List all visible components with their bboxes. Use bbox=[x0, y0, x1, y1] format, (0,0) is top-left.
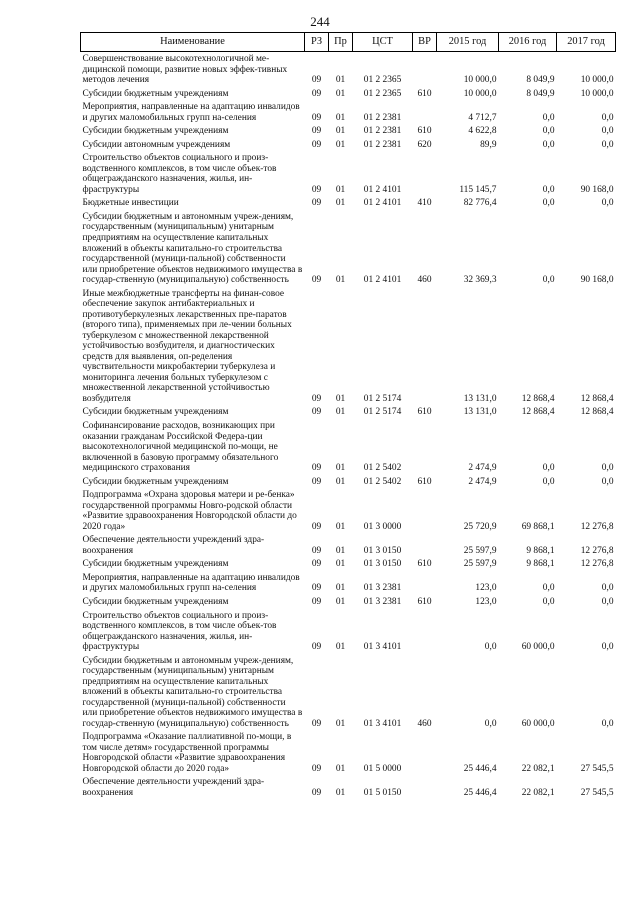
cell-name: Подпрограмма «Оказание паллиативной по-мощи, в том числе детям» государственной программы Новгородской области «Развитие здравоохранения Новгородской области до 2020 года» bbox=[82, 732, 292, 774]
budget-table bbox=[80, 32, 616, 800]
cell-2017: 12 276,8 bbox=[580, 521, 614, 532]
column-header-cst: ЦСТ bbox=[353, 33, 413, 52]
cell-2016: 0,0 bbox=[542, 139, 555, 150]
cell-2015: 13 131,0 bbox=[463, 393, 497, 404]
cell-name: Бюджетные инвестиции bbox=[82, 198, 179, 209]
cell-pr: 01 bbox=[335, 275, 346, 286]
cell-name: Обеспечение деятельности учреждений здра-воохранения bbox=[82, 535, 265, 556]
cell-name: Мероприятия, направленные на адаптацию инвалидов и других маломобильных групп на-селения bbox=[82, 572, 300, 594]
column-header-vr: ВР bbox=[413, 33, 437, 52]
cell-2017: 0,0 bbox=[601, 718, 614, 729]
cell-name: Субсидии бюджетным учреждениям bbox=[82, 559, 229, 570]
cell-vr bbox=[413, 100, 437, 124]
cell-cst: 01 2 2365 bbox=[363, 75, 402, 86]
table-row bbox=[81, 571, 616, 595]
cell-pr: 01 bbox=[335, 596, 346, 607]
table-row bbox=[81, 124, 616, 138]
cell-cst: 01 3 0000 bbox=[363, 521, 402, 532]
cell-name: Обеспечение деятельности учреждений здра-воохранения bbox=[82, 777, 265, 798]
cell-name: Строительство объектов социального и произ-водственного комплексов, в том числе объек-тов общегражданского назначения, жилья, ин-фраструктуры bbox=[82, 610, 277, 653]
cell-2016: 8 049,9 bbox=[526, 75, 555, 86]
cell-pr: 01 bbox=[335, 88, 346, 99]
cell-pr: 01 bbox=[335, 393, 346, 404]
cell-cst: 01 2 4101 bbox=[363, 275, 402, 286]
cell-vr: 610 bbox=[417, 407, 432, 418]
table-row bbox=[81, 533, 616, 557]
column-header-2017: 2017 год bbox=[557, 33, 616, 52]
cell-cst: 01 2 5402 bbox=[363, 463, 402, 474]
cell-2015: 10 000,0 bbox=[463, 88, 497, 99]
cell-vr bbox=[413, 730, 437, 775]
cell-cst: 01 5 0150 bbox=[363, 788, 402, 798]
cell-vr: 610 bbox=[417, 476, 432, 487]
cell-2015: 82 776,4 bbox=[463, 198, 497, 209]
cell-vr: 610 bbox=[417, 559, 432, 570]
cell-pr: 01 bbox=[335, 559, 346, 570]
table-header bbox=[81, 33, 616, 52]
cell-2016: 69 868,1 bbox=[521, 521, 555, 532]
cell-2015: 0,0 bbox=[484, 642, 497, 653]
cell-2016: 60 000,0 bbox=[521, 642, 555, 653]
cell-vr bbox=[413, 571, 437, 595]
cell-cst: 01 3 2381 bbox=[363, 583, 402, 594]
cell-2015: 123,0 bbox=[475, 596, 497, 607]
cell-cst: 01 5 0000 bbox=[363, 763, 402, 774]
cell-vr: 460 bbox=[417, 718, 432, 729]
cell-vr: 610 bbox=[417, 596, 432, 607]
cell-2017: 12 868,4 bbox=[580, 407, 614, 418]
cell-2016: 9 868,1 bbox=[526, 559, 555, 570]
cell-rz: 09 bbox=[311, 184, 322, 195]
cell-2015: 25 597,9 bbox=[463, 545, 497, 556]
cell-2015: 4 622,8 bbox=[468, 126, 497, 137]
table-row bbox=[81, 654, 616, 731]
cell-2015: 13 131,0 bbox=[463, 407, 497, 418]
cell-cst: 01 3 0150 bbox=[363, 559, 402, 570]
cell-vr bbox=[413, 609, 437, 654]
table-row bbox=[81, 488, 616, 533]
cell-2015: 0,0 bbox=[484, 718, 497, 729]
table-row bbox=[81, 557, 616, 571]
cell-rz: 09 bbox=[311, 112, 322, 123]
cell-pr: 01 bbox=[335, 763, 346, 774]
column-header-rz: РЗ bbox=[305, 33, 329, 52]
cell-name: Субсидии бюджетным и автономным учреж-дениям, государственным (муниципальным) унитарным предприятиям на осуществление капитальных вложений в объекты капитально-го строительства государственной (муници-пальной) собственности или приобретение объектов недвижимого имущества в государ-ственную (муниципальную) собственность bbox=[82, 655, 303, 729]
cell-cst: 01 3 4101 bbox=[363, 642, 402, 653]
cell-2016: 22 082,1 bbox=[521, 763, 555, 774]
table-row bbox=[81, 419, 616, 475]
cell-pr: 01 bbox=[335, 718, 346, 729]
cell-rz: 09 bbox=[311, 139, 322, 150]
cell-2017: 90 168,0 bbox=[580, 275, 614, 286]
cell-rz: 09 bbox=[311, 642, 322, 653]
cell-name: Субсидии бюджетным учреждениям bbox=[82, 407, 229, 418]
cell-rz: 09 bbox=[311, 521, 322, 532]
cell-rz: 09 bbox=[311, 126, 322, 137]
cell-2015: 115 145,7 bbox=[459, 184, 497, 195]
cell-2016: 8 049,9 bbox=[526, 88, 555, 99]
cell-name: Субсидии автономным учреждениям bbox=[82, 139, 231, 150]
cell-pr: 01 bbox=[335, 75, 346, 86]
table-row bbox=[81, 138, 616, 152]
cell-2017: 0,0 bbox=[601, 596, 614, 607]
cell-name: Подпрограмма «Охрана здоровья матери и ре-бенка» государственной программы Новго-родской области «Развитие здравоохранения Новгородской области до 2020 года» bbox=[82, 490, 297, 532]
cell-cst: 01 2 5174 bbox=[363, 393, 402, 404]
cell-cst: 01 3 4101 bbox=[363, 718, 402, 729]
cell-rz: 09 bbox=[311, 88, 322, 99]
cell-2017: 0,0 bbox=[601, 583, 614, 594]
cell-rz: 09 bbox=[311, 583, 322, 594]
cell-rz: 09 bbox=[311, 788, 322, 798]
cell-2015: 2 474,9 bbox=[468, 476, 497, 487]
cell-vr: 620 bbox=[417, 139, 432, 150]
cell-2017: 0,0 bbox=[601, 198, 614, 209]
table-row bbox=[81, 730, 616, 775]
cell-2016: 9 868,1 bbox=[526, 545, 555, 556]
cell-cst: 01 2 2365 bbox=[363, 88, 402, 99]
cell-2016: 22 082,1 bbox=[521, 788, 555, 798]
cell-pr: 01 bbox=[335, 198, 346, 209]
cell-pr: 01 bbox=[335, 476, 346, 487]
cell-2017: 0,0 bbox=[601, 642, 614, 653]
cell-2016: 0,0 bbox=[542, 184, 555, 195]
cell-name: Субсидии бюджетным учреждениям bbox=[82, 476, 229, 487]
cell-2017: 0,0 bbox=[601, 126, 614, 137]
cell-name: Субсидии бюджетным и автономным учреж-дениям, государственным (муниципальным) унитарным предприятиям на осуществление капитальных вложений в объекты капитально-го строительства государственной (муници-пальной) собственности или приобретение объектов недвижимого имущества в государ-ственную (муниципальную) собственность bbox=[82, 211, 303, 286]
cell-2017: 27 545,5 bbox=[580, 788, 614, 798]
table-row bbox=[81, 609, 616, 654]
cell-rz: 09 bbox=[311, 596, 322, 607]
table-row bbox=[81, 775, 616, 799]
cell-2016: 0,0 bbox=[542, 198, 555, 209]
cell-pr: 01 bbox=[335, 583, 346, 594]
cell-pr: 01 bbox=[335, 126, 346, 137]
cell-cst: 01 2 2381 bbox=[363, 126, 402, 137]
table-row bbox=[81, 151, 616, 196]
table-body bbox=[81, 52, 616, 800]
cell-2016: 0,0 bbox=[542, 112, 555, 123]
column-header-2016: 2016 год bbox=[499, 33, 557, 52]
column-header-2015: 2015 год bbox=[437, 33, 499, 52]
cell-vr: 610 bbox=[417, 126, 432, 137]
cell-rz: 09 bbox=[311, 718, 322, 729]
cell-2017: 0,0 bbox=[601, 112, 614, 123]
cell-cst: 01 2 5402 bbox=[363, 476, 402, 487]
cell-2016: 0,0 bbox=[542, 476, 555, 487]
cell-vr bbox=[413, 775, 437, 799]
cell-vr bbox=[413, 287, 437, 406]
cell-cst: 01 2 4101 bbox=[363, 184, 402, 195]
cell-2016: 0,0 bbox=[542, 583, 555, 594]
cell-pr: 01 bbox=[335, 463, 346, 474]
cell-2017: 0,0 bbox=[601, 463, 614, 474]
cell-vr: 460 bbox=[417, 275, 432, 286]
cell-pr: 01 bbox=[335, 642, 346, 653]
cell-name: Субсидии бюджетным учреждениям bbox=[82, 88, 229, 99]
cell-cst: 01 2 2381 bbox=[363, 139, 402, 150]
header-row bbox=[81, 33, 616, 52]
cell-cst: 01 2 4101 bbox=[363, 198, 402, 209]
cell-rz: 09 bbox=[311, 393, 322, 404]
cell-name: Совершенствование высокотехнологичной ме-дицинской помощи, развитие новых эффек-тивных методов лечения bbox=[82, 54, 288, 86]
cell-vr bbox=[413, 419, 437, 475]
cell-vr bbox=[413, 151, 437, 196]
table-row bbox=[81, 196, 616, 210]
cell-name: Строительство объектов социального и произ-водственного комплексов, в том числе объек-тов общегражданского назначения, жилья, ин-фраструктуры bbox=[82, 153, 277, 195]
cell-name: Иные межбюджетные трансферты на финан-совое обеспечение закупок антибактериальных и противотуберкулезных лекарственных пре-паратов (второго типа), применяемых при ле-чении больных туберкулезом с множественной лекарственной устойчивостью возбудителя, и диагностических средств для выявления, оп-ределения чувствительности микробактерии туберкулеза и мониторинга лечения больных туберкулезом с множественной лекарственной устойчивостью возбудителя bbox=[82, 288, 292, 404]
cell-vr: 410 bbox=[417, 198, 432, 209]
cell-cst: 01 3 0150 bbox=[363, 545, 402, 556]
cell-pr: 01 bbox=[335, 545, 346, 556]
cell-name: Софинансирование расходов, возникающих при оказании гражданам Российской Федера-ции высокотехнологичной медицинской по-мощи, не включенной в базовую программу обязательного медицинского страхования bbox=[82, 421, 279, 474]
cell-pr: 01 bbox=[335, 521, 346, 532]
cell-2015: 25 720,9 bbox=[463, 521, 497, 532]
cell-2015: 123,0 bbox=[475, 583, 497, 594]
table-row bbox=[81, 210, 616, 287]
cell-rz: 09 bbox=[311, 275, 322, 286]
table-row bbox=[81, 475, 616, 489]
cell-rz: 09 bbox=[311, 559, 322, 570]
cell-rz: 09 bbox=[311, 763, 322, 774]
cell-2017: 12 868,4 bbox=[580, 393, 614, 404]
cell-rz: 09 bbox=[311, 75, 322, 86]
cell-pr: 01 bbox=[335, 788, 346, 798]
column-header-name: Наименование bbox=[81, 33, 305, 52]
table-row bbox=[81, 52, 616, 87]
cell-2017: 0,0 bbox=[601, 476, 614, 487]
cell-2017: 90 168,0 bbox=[580, 184, 614, 195]
cell-cst: 01 2 5174 bbox=[363, 407, 402, 418]
cell-2015: 25 446,4 bbox=[463, 763, 497, 774]
cell-cst: 01 3 2381 bbox=[363, 596, 402, 607]
cell-2015: 10 000,0 bbox=[463, 75, 497, 86]
cell-2016: 0,0 bbox=[542, 275, 555, 286]
cell-name: Субсидии бюджетным учреждениям bbox=[82, 126, 229, 137]
cell-2016: 12 868,4 bbox=[521, 393, 555, 404]
cell-rz: 09 bbox=[311, 463, 322, 474]
cell-2016: 60 000,0 bbox=[521, 718, 555, 729]
cell-name: Субсидии бюджетным учреждениям bbox=[82, 596, 229, 607]
table-row bbox=[81, 595, 616, 609]
cell-2016: 12 868,4 bbox=[521, 407, 555, 418]
column-header-pr: Пр bbox=[329, 33, 353, 52]
table-row bbox=[81, 100, 616, 124]
cell-2017: 12 276,8 bbox=[580, 559, 614, 570]
table-row bbox=[81, 287, 616, 406]
cell-pr: 01 bbox=[335, 407, 346, 418]
cell-pr: 01 bbox=[335, 184, 346, 195]
cell-2015: 25 597,9 bbox=[463, 559, 497, 570]
cell-vr bbox=[413, 533, 437, 557]
cell-rz: 09 bbox=[311, 545, 322, 556]
cell-pr: 01 bbox=[335, 112, 346, 123]
cell-2017: 10 000,0 bbox=[580, 75, 614, 86]
cell-2016: 0,0 bbox=[542, 463, 555, 474]
cell-2015: 25 446,4 bbox=[463, 788, 497, 798]
cell-rz: 09 bbox=[311, 476, 322, 487]
table-row bbox=[81, 87, 616, 101]
cell-2017: 12 276,8 bbox=[580, 545, 614, 556]
cell-rz: 09 bbox=[311, 198, 322, 209]
cell-vr bbox=[413, 52, 437, 87]
cell-2015: 4 712,7 bbox=[468, 112, 497, 123]
cell-2015: 32 369,3 bbox=[463, 275, 497, 286]
cell-vr bbox=[413, 488, 437, 533]
cell-2015: 89,9 bbox=[480, 139, 497, 150]
cell-2017: 27 545,5 bbox=[580, 763, 614, 774]
cell-2016: 0,0 bbox=[542, 596, 555, 607]
cell-name: Мероприятия, направленные на адаптацию инвалидов и других маломобильных групп на-селения bbox=[82, 102, 300, 123]
cell-2016: 0,0 bbox=[542, 126, 555, 137]
cell-2017: 0,0 bbox=[601, 139, 614, 150]
cell-2015: 2 474,9 bbox=[468, 463, 497, 474]
cell-2017: 10 000,0 bbox=[580, 88, 614, 99]
cell-rz: 09 bbox=[311, 407, 322, 418]
cell-pr: 01 bbox=[335, 139, 346, 150]
page-number: 244 bbox=[310, 14, 330, 29]
cell-vr: 610 bbox=[417, 88, 432, 99]
cell-cst: 01 2 2381 bbox=[363, 112, 402, 123]
table-row bbox=[81, 405, 616, 419]
